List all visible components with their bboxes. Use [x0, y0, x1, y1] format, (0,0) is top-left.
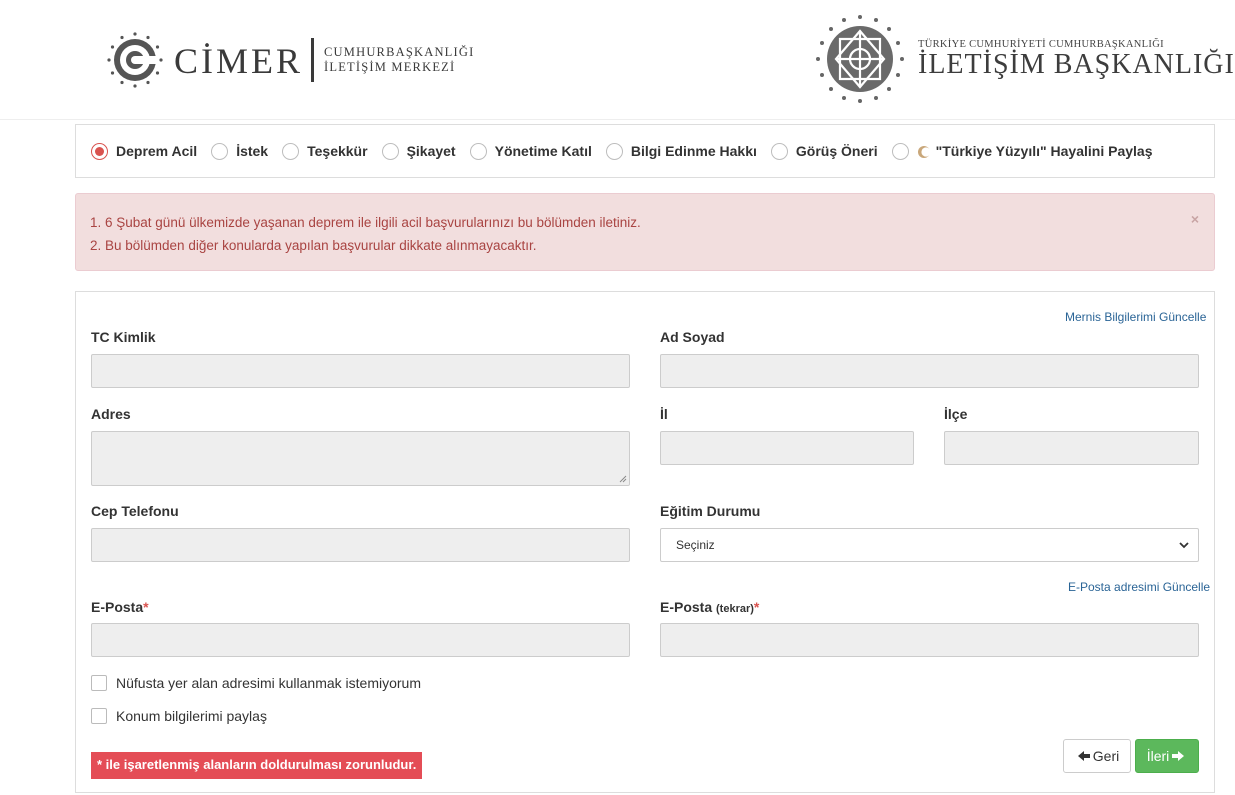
resize-grip-icon[interactable]: [619, 475, 627, 483]
eposta-tekrar-input[interactable]: [660, 623, 1199, 657]
crescent-logo-icon: [917, 145, 931, 159]
email-update-link[interactable]: E-Posta adresimi Güncelle: [1068, 580, 1211, 594]
ib-small-title: TÜRKİYE CUMHURİYETİ CUMHURBAŞKANLIĞI: [918, 38, 1164, 50]
radio-button[interactable]: [91, 143, 108, 160]
iletisim-baskanligi-logo[interactable]: [814, 12, 1235, 106]
select-value: Seçiniz: [676, 538, 715, 552]
eposta-tekrar-label-text: E-Posta: [660, 599, 713, 615]
ad-soyad-input[interactable]: [660, 354, 1199, 388]
radio-istek[interactable]: [211, 143, 268, 160]
cep-telefonu-input[interactable]: [91, 528, 630, 562]
category-radio-group: [75, 124, 1215, 178]
radio-label: Bilgi Edinme Hakkı: [630, 143, 757, 159]
logo-divider: [311, 38, 314, 82]
adres-label: Adres: [91, 406, 131, 422]
cimer-emblem-icon: [106, 31, 164, 89]
radio-sikayet[interactable]: [382, 143, 456, 160]
iletisim-emblem-icon: [814, 13, 906, 105]
back-button[interactable]: [1063, 739, 1131, 773]
radio-label: Teşekkür: [307, 143, 368, 159]
radio-gorus-oneri[interactable]: [771, 143, 878, 160]
ilce-label: İlçe: [944, 406, 968, 422]
radio-yonetime-katil[interactable]: [470, 143, 592, 160]
page-header: [0, 0, 1235, 120]
radio-label: Şikayet: [406, 143, 456, 159]
radio-button[interactable]: [470, 143, 487, 160]
ad-soyad-label: Ad Soyad: [660, 329, 725, 345]
adres-textarea[interactable]: [91, 431, 630, 486]
next-button[interactable]: [1135, 739, 1199, 773]
radio-label: İstek: [236, 143, 269, 159]
radio-label: Yönetime Katıl: [494, 143, 592, 159]
radio-label: Görüş Öneri: [795, 143, 878, 159]
required-mark: *: [143, 599, 149, 615]
radio-label: Deprem Acil: [116, 143, 198, 159]
checkbox-box[interactable]: [91, 708, 107, 724]
il-input[interactable]: [660, 431, 914, 465]
cimer-logo[interactable]: [106, 30, 474, 90]
cimer-wordmark: CİMER: [174, 41, 304, 81]
radio-button[interactable]: [282, 143, 299, 160]
cep-telefonu-label: Cep Telefonu: [91, 503, 179, 519]
cimer-subtitle-line1: CUMHURBAŞKANLIĞI: [324, 45, 475, 59]
mernis-update-link[interactable]: Mernis Bilgilerimi Güncelle: [1065, 310, 1207, 324]
cimer-subtitle: [324, 45, 474, 75]
tc-kimlik-label: TC Kimlik: [91, 329, 156, 345]
radio-button[interactable]: [892, 143, 909, 160]
radio-deprem-acil[interactable]: [91, 143, 197, 160]
iletisim-text: [918, 39, 1235, 80]
back-button-label: Geri: [1092, 748, 1120, 764]
radio-button[interactable]: [606, 143, 623, 160]
required-fields-note: * ile işaretlenmiş alanların doldurulması zorunludur.: [91, 752, 422, 779]
eposta-tekrar-label: [660, 599, 759, 615]
tekrar-note: (tekrar): [716, 603, 754, 615]
application-form: [75, 291, 1215, 793]
radio-button[interactable]: [382, 143, 399, 160]
eposta-label-text: E-Posta: [91, 599, 144, 615]
ilce-input[interactable]: [944, 431, 1199, 465]
next-button-label: İleri: [1146, 748, 1170, 764]
radio-bilgi-edinme[interactable]: [606, 143, 757, 160]
close-icon[interactable]: ×: [1190, 211, 1199, 227]
ib-big-title: İLETİŞİM BAŞKANLIĞI: [918, 48, 1235, 80]
eposta-label: [91, 599, 149, 615]
arrow-right-icon: [1172, 750, 1184, 762]
il-label: İl: [660, 406, 668, 422]
checkbox-nufus-adres[interactable]: [91, 675, 421, 691]
radio-button[interactable]: [211, 143, 228, 160]
alert-line-2: 2. Bu bölümden diğer konularda yapılan başvurular dikkate alınmayacaktır.: [90, 238, 537, 253]
eposta-input[interactable]: [91, 623, 630, 657]
checkbox-konum[interactable]: [91, 708, 267, 724]
cimer-subtitle-line2: İLETİŞİM MERKEZİ: [324, 60, 456, 74]
checkbox-box[interactable]: [91, 675, 107, 691]
egitim-durumu-select[interactable]: [660, 528, 1199, 562]
required-mark: *: [753, 599, 760, 615]
egitim-durumu-label: Eğitim Durumu: [660, 503, 761, 519]
chevron-down-icon: [1178, 539, 1190, 551]
alert-line-1: 1. 6 Şubat günü ülkemizde yaşanan deprem ile ilgili acil başvurularınızı bu bölümden iletiniz.: [90, 215, 641, 230]
radio-turkiye-yuzyili[interactable]: [892, 143, 1153, 160]
tc-kimlik-input[interactable]: [91, 354, 630, 388]
checkbox-label: Nüfusta yer alan adresimi kullanmak istemiyorum: [116, 675, 421, 691]
radio-tesekkur[interactable]: [282, 143, 367, 160]
checkbox-label: Konum bilgilerimi paylaş: [116, 708, 267, 724]
arrow-left-icon: [1078, 750, 1090, 762]
radio-button[interactable]: [771, 143, 788, 160]
radio-label: "Türkiye Yüzyılı" Hayalini Paylaş: [935, 143, 1153, 159]
earthquake-alert: [75, 193, 1215, 271]
